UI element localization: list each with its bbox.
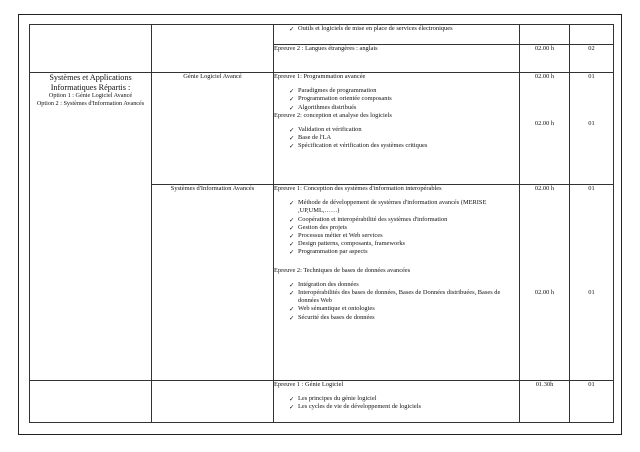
list-item: ✓ Interopérabilités des bases de données, Bases de Données distribuées, Bases de données Web	[289, 289, 519, 305]
domain-option-2: Option 2 : Systèmes d'Information Avancés	[36, 99, 145, 107]
table-row	[30, 381, 614, 423]
epreuve-content	[274, 25, 520, 45]
speciality-cell: Systèmes d'Information Avancés	[152, 185, 274, 381]
coef-value: 01	[588, 120, 595, 128]
list-item: ✓ Programmation par aspects	[289, 248, 519, 256]
duration-value: 02.00 h	[534, 73, 555, 80]
list-item: ✓ Coopération et interopérabilité des systèmes d'information	[289, 216, 519, 224]
duration-cell: 02.00 h	[520, 45, 570, 73]
epreuve-title: Epreuve 2 : Langues étrangères : anglais	[274, 45, 378, 52]
list-item: ✓ Sécurité des bases de données	[289, 314, 519, 322]
domain-cell	[30, 73, 152, 381]
list-item: ✓ Méthode de développement de systèmes d'information avancés (MERISE ,UP,UML,……)	[289, 199, 519, 215]
table-row	[30, 25, 614, 45]
list-item: ✓ Outils et logiciels de mise en place de services électroniques	[289, 25, 519, 33]
list-item: ✓ Design patterns, composants, frameworks	[289, 240, 519, 248]
epreuve-content	[274, 73, 520, 185]
epreuve-content	[274, 45, 520, 73]
speciality-cell: Génie Logiciel Avancé	[152, 73, 274, 185]
duration-value: 02.00 h	[534, 185, 555, 192]
item-list	[274, 25, 519, 33]
item-list	[274, 87, 519, 112]
duration-cell	[520, 185, 570, 381]
list-item: ✓ Spécification et vérification des systèmes critiques	[289, 142, 519, 150]
epreuve-title: Epreuve 2: Techniques de bases de données avancées	[274, 266, 411, 274]
list-item: ✓ Processus métier et Web services	[289, 232, 519, 240]
list-item: ✓ Intégration des données	[289, 281, 519, 289]
list-item: ✓ Base de l'LA	[289, 134, 519, 142]
epreuve-title: Epreuve 1: Conception des systèmes d'information interopérables	[274, 185, 442, 192]
list-item: ✓ Gestion des projets	[289, 224, 519, 232]
list-item: ✓ Validation et vérification	[289, 126, 519, 134]
epreuve-content	[274, 381, 520, 423]
duration-cell-empty	[520, 25, 570, 45]
duration-cell: 01.30h	[520, 381, 570, 423]
coef-cell	[570, 73, 614, 185]
item-list	[274, 199, 519, 256]
epreuve-title: Epreuve 1 : Génie Logiciel	[274, 381, 344, 388]
epreuve-title: Epreuve 2: conception et analyse des logiciels	[274, 111, 392, 119]
duration-cell	[520, 73, 570, 185]
table-row	[30, 73, 614, 185]
list-item: ✓ Les cycles de vie de développement de logiciels	[289, 403, 519, 411]
coef-value: 01	[588, 73, 595, 80]
domain-option-1: Option 1 : Génie Logiciel Avancé	[48, 92, 133, 100]
list-item: ✓ Paradigmes de programmation	[289, 87, 519, 95]
item-list	[274, 126, 519, 151]
coef-cell-empty	[570, 25, 614, 45]
epreuve-content	[274, 185, 520, 381]
coef-cell	[570, 185, 614, 381]
domain-cell-empty	[30, 25, 152, 73]
item-list	[274, 281, 519, 322]
epreuve-title: Epreuve 1: Programmation avancée	[274, 73, 366, 80]
list-item: ✓ Programmation orientée composants	[289, 95, 519, 103]
list-item: ✓ Les principes du génie logiciel	[289, 395, 519, 403]
domain-cell-empty	[30, 381, 152, 423]
speciality-cell-empty	[152, 25, 274, 73]
duration-value: 02.00 h	[534, 289, 555, 297]
coef-value: 01	[588, 289, 595, 297]
speciality-cell-empty	[152, 381, 274, 423]
duration-value: 02.00 h	[534, 120, 555, 128]
curriculum-table	[29, 24, 614, 423]
domain-title: Systèmes et Applications Informatiques Répartis :	[49, 73, 132, 92]
coef-value: 01	[588, 185, 595, 192]
list-item: ✓ Algorithmes distribués	[289, 104, 519, 112]
item-list	[274, 395, 519, 411]
coef-cell: 01	[570, 381, 614, 423]
coef-cell: 02	[570, 45, 614, 73]
list-item: ✓ Web sémantique et ontologies	[289, 305, 519, 313]
